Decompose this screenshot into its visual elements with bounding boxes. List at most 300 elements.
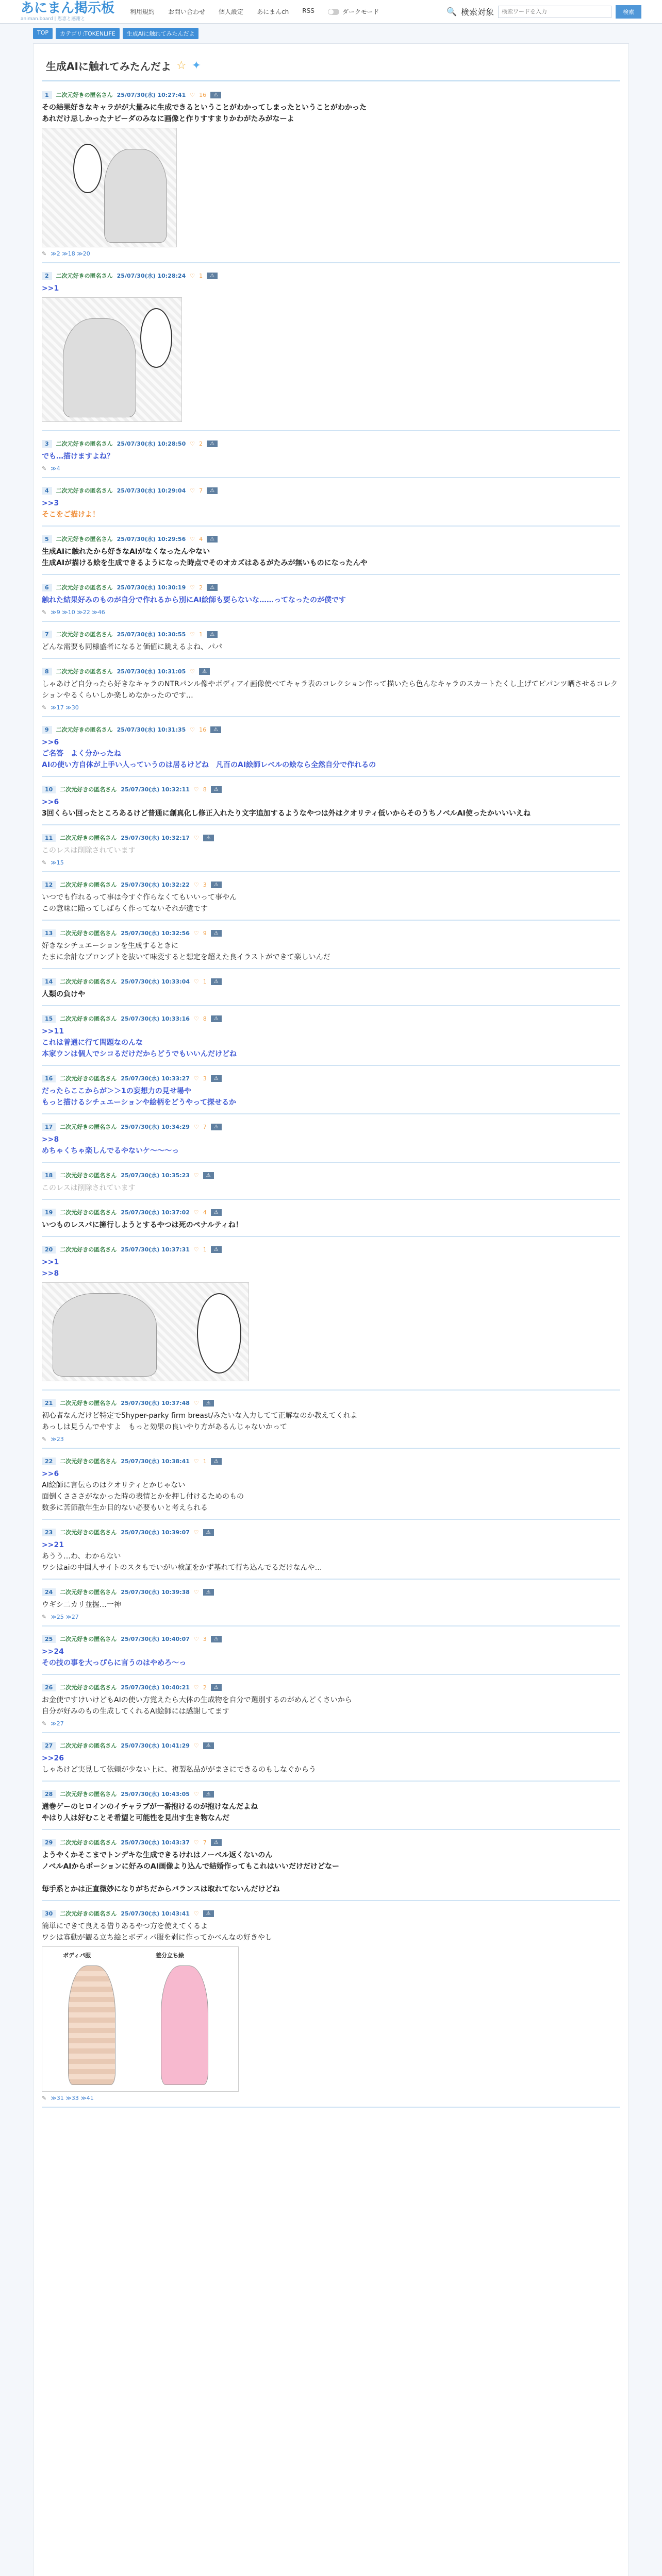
post-text-line: お金使ですけいけどもAIの使い方覚えたら大体の生成物を自分で選別するのがめんどくさいから	[42, 1696, 352, 1704]
report-icon[interactable]: ⚠	[199, 668, 210, 675]
like-icon[interactable]: ♡	[190, 726, 195, 733]
list-item	[42, 435, 620, 478]
report-icon[interactable]: ⚠	[203, 1400, 214, 1406]
reply-links[interactable]: ≫17 ≫30	[51, 704, 79, 711]
list-item	[42, 829, 620, 872]
like-icon[interactable]: ♡	[193, 1172, 199, 1179]
post-number[interactable]: 6	[42, 584, 52, 591]
list-item	[42, 721, 620, 777]
like-icon[interactable]: ♡	[193, 1588, 199, 1596]
report-icon[interactable]: ⚠	[211, 1636, 222, 1642]
post-header	[42, 91, 620, 99]
reply-anchor-link[interactable]: >>11	[42, 1027, 64, 1036]
post-header	[42, 1790, 620, 1798]
report-icon[interactable]: ⚠	[210, 92, 221, 98]
post-footer	[42, 609, 620, 616]
post-date: 25/07/30(水) 10:37:48	[121, 1400, 190, 1406]
post-number[interactable]: 17	[42, 1123, 56, 1131]
post-footer	[42, 1614, 620, 1620]
post-text-line: ワシはaiの中国人サイトのスタもでいがい検証をかず基れて行ち込んでるだけなんや…	[42, 1564, 322, 1572]
post-number[interactable]: 3	[42, 440, 52, 448]
reply-anchor-link[interactable]: >>1	[42, 284, 59, 293]
post-date: 25/07/30(水) 10:32:22	[121, 882, 190, 888]
character-sheet-image[interactable]	[42, 1946, 239, 2092]
post-body	[42, 940, 620, 963]
post-footer	[42, 1720, 620, 1727]
report-icon[interactable]: ⚠	[211, 1246, 222, 1253]
list-item	[42, 482, 620, 527]
post-text-line: あれだけ忌しかったナビーダのみなに画像と作りすすまりかわがたみがなーよ	[42, 115, 294, 123]
post-header	[42, 272, 620, 280]
report-icon[interactable]: ⚠	[211, 882, 222, 888]
character-figure	[53, 1293, 157, 1377]
post-text-line: その結果好きなキャラがが大量みに生成できるということがわかってしまったということがわかった	[42, 104, 367, 112]
post-header	[42, 834, 620, 842]
post-number[interactable]: 28	[42, 1790, 56, 1798]
reply-anchor-link[interactable]: >>8	[42, 1269, 59, 1278]
like-icon[interactable]: ♡	[190, 91, 195, 98]
report-icon[interactable]: ⚠	[211, 1209, 222, 1216]
post-body	[42, 546, 620, 569]
report-icon[interactable]: ⚠	[211, 786, 222, 793]
post-text-line: 面倒くさささがなかった時の表情とかを押し付けるためのもの	[42, 1493, 244, 1501]
report-icon[interactable]: ⚠	[207, 273, 218, 279]
reply-links[interactable]: ≫4	[51, 465, 60, 472]
post-date: 25/07/30(水) 10:33:16	[121, 1015, 190, 1022]
search-area	[446, 5, 641, 19]
post-header	[42, 1245, 620, 1253]
reply-pen-icon[interactable]: ✎	[42, 250, 47, 257]
list-item	[42, 87, 620, 263]
post-number[interactable]: 19	[42, 1209, 56, 1216]
report-icon[interactable]: ⚠	[203, 1742, 214, 1749]
post-header	[42, 725, 620, 734]
poster-name: 二次元好きの匿名さん	[60, 1636, 117, 1642]
post-body	[42, 1539, 620, 1573]
post-header	[42, 1208, 620, 1216]
post-number[interactable]: 30	[42, 1910, 56, 1918]
reply-anchor-link[interactable]: >>1	[42, 1258, 59, 1266]
poster-name: 二次元好きの匿名さん	[56, 726, 113, 733]
search-icon: 🔍	[446, 7, 457, 16]
like-count: 16	[199, 91, 207, 98]
like-count: 1	[199, 631, 203, 638]
like-icon[interactable]: ♡	[190, 535, 195, 543]
search-button[interactable]: 検索	[616, 5, 641, 19]
post-body	[42, 283, 620, 294]
reply-links[interactable]: ≫23	[51, 1436, 64, 1443]
report-icon[interactable]: ⚠	[211, 930, 222, 937]
poster-name: 二次元好きの匿名さん	[56, 668, 113, 675]
top-nav	[130, 7, 379, 16]
like-count: 1	[203, 978, 207, 985]
reply-pen-icon[interactable]: ✎	[42, 465, 47, 472]
post-number[interactable]: 29	[42, 1839, 56, 1846]
like-icon[interactable]: ♡	[190, 584, 195, 591]
list-item	[42, 925, 620, 969]
report-icon[interactable]: ⚠	[207, 487, 218, 494]
post-number[interactable]: 24	[42, 1588, 56, 1596]
search-input[interactable]	[498, 6, 611, 18]
poster-name: 二次元好きの匿名さん	[56, 536, 113, 543]
breadcrumb-thread[interactable]: 生成AIに触れてみたんだよ	[123, 28, 199, 39]
reply-pen-icon[interactable]: ✎	[42, 1436, 47, 1443]
like-count: 1	[203, 1246, 207, 1253]
post-header	[42, 630, 620, 638]
like-icon[interactable]: ♡	[193, 881, 199, 888]
post-text-line: しゃあけど自分ったら好きなキャラのNTRパンル像やボディアイ画像使べてキャラ表のコレクション作って描いたら色んなキャラのスカートたくし上げてピパンツ晒させるコレクションやるくらいしか楽しめなかったのです…	[42, 680, 618, 700]
speech-bubble	[197, 1293, 241, 1374]
like-icon[interactable]: ♡	[193, 1399, 199, 1406]
post-header	[42, 1683, 620, 1691]
post-footer	[42, 1436, 620, 1443]
toggle-switch-icon[interactable]	[328, 9, 339, 15]
post-text-line: 人類の負けや	[42, 990, 85, 998]
report-icon[interactable]: ⚠	[211, 1015, 222, 1022]
post-text-line: たまに余計なプロンプトを抜いて味変すると想定を超えた良イラストができて楽しいんだ	[42, 953, 330, 961]
post-body	[42, 1219, 620, 1231]
like-icon[interactable]: ♡	[190, 668, 195, 675]
post-body	[42, 451, 620, 462]
reply-pen-icon[interactable]: ✎	[42, 609, 47, 616]
speech-bubble	[73, 144, 102, 193]
title-divider	[42, 80, 620, 81]
post-header	[42, 486, 620, 495]
post-date: 25/07/30(水) 10:39:38	[121, 1589, 190, 1596]
post-header	[42, 1123, 620, 1131]
nav-animanch[interactable]: あにまんch	[257, 8, 289, 15]
nav-terms[interactable]: 利用規約	[130, 8, 155, 15]
figure-label: 差分立ち絵	[156, 1952, 184, 1959]
post-text-line: 初心者なんだけど特定で5hyper-parky firm breast/みたいな入力してて正解なのか教えてくれよ	[42, 1412, 358, 1420]
post-date: 25/07/30(水) 10:33:04	[121, 978, 190, 985]
post-text-line: あっしは見うんでやすよ もっと効果の良いやり方があるんじゃないかって	[42, 1423, 287, 1431]
list-item	[42, 1679, 620, 1733]
reply-pen-icon[interactable]: ✎	[42, 1720, 47, 1727]
post-text-line: 本家ウンは個人でシコるだけだからどうでもいいんだけどね	[42, 1050, 237, 1058]
post-text-line: AI絵師に言伝らのはクオリティとかじゃない	[42, 1481, 186, 1489]
poster-name: 二次元好きの匿名さん	[60, 1529, 117, 1536]
post-number[interactable]: 9	[42, 726, 52, 734]
post-body	[42, 1134, 620, 1157]
reply-links[interactable]: ≫27	[51, 1720, 64, 1727]
post-header	[42, 535, 620, 543]
like-icon[interactable]: ♡	[193, 1529, 199, 1536]
post-number[interactable]: 2	[42, 272, 52, 280]
post-number[interactable]: 10	[42, 786, 56, 793]
reply-anchor-link[interactable]: >>6	[42, 738, 59, 747]
post-number[interactable]: 16	[42, 1075, 56, 1082]
like-icon[interactable]: ♡	[193, 978, 199, 985]
dark-mode-toggle[interactable]	[328, 7, 379, 16]
list-item	[42, 579, 620, 622]
post-number[interactable]: 4	[42, 487, 52, 495]
reply-links[interactable]: ≫31 ≫33 ≫41	[51, 2095, 94, 2102]
report-icon[interactable]: ⚠	[211, 1684, 222, 1691]
post-number[interactable]: 12	[42, 881, 56, 889]
manga-image[interactable]	[42, 1282, 249, 1381]
list-item	[42, 626, 620, 659]
report-icon[interactable]: ⚠	[203, 1589, 214, 1596]
post-body	[42, 892, 620, 914]
like-icon[interactable]: ♡	[190, 487, 195, 494]
reply-anchor-link[interactable]: >>8	[42, 1136, 59, 1144]
list-item	[42, 663, 620, 717]
post-body	[42, 498, 620, 520]
post-header	[42, 1014, 620, 1023]
site-logo[interactable]	[21, 2, 114, 22]
post-text-line: どんな需要も同様盛者になると価値に跳えるよね、パパ	[42, 643, 222, 651]
like-icon[interactable]: ♡	[193, 1839, 199, 1846]
report-icon[interactable]: ⚠	[203, 1529, 214, 1536]
like-count: 2	[203, 1684, 207, 1691]
post-footer	[42, 2095, 620, 2102]
like-icon[interactable]: ♡	[193, 1209, 199, 1216]
poster-name: 二次元好きの匿名さん	[60, 835, 117, 841]
like-icon[interactable]: ♡	[190, 440, 195, 447]
reply-pen-icon[interactable]: ✎	[42, 2095, 47, 2102]
report-icon[interactable]: ⚠	[203, 835, 214, 841]
poster-name: 二次元好きの匿名さん	[60, 1684, 117, 1691]
post-text-line: いつでも作れるって事は今すぐ作らなくてもいいって事やん	[42, 893, 237, 902]
post-text-line: でも…描けますよね？	[42, 452, 114, 461]
thread-title-text: 生成AIに触れてみたんだよ	[46, 60, 171, 73]
nav-settings[interactable]: 個人設定	[219, 8, 244, 15]
post-text-line: 生成AIが描ける絵を生成できるようになった時点でそのオカズはあるがたみが無いものになったんや	[42, 559, 368, 567]
post-date: 25/07/30(水) 10:33:27	[121, 1075, 190, 1082]
search-scope-select[interactable]: 検索対象	[460, 7, 494, 17]
logo-text[interactable]: あにまん掲示板	[21, 1, 115, 16]
report-icon[interactable]: ⚠	[207, 536, 218, 543]
share-bird-icon[interactable]: ✦	[191, 59, 202, 72]
reply-pen-icon[interactable]: ✎	[42, 1614, 47, 1620]
post-body	[42, 1468, 620, 1514]
report-icon[interactable]: ⚠	[210, 726, 221, 733]
post-body	[42, 595, 620, 606]
report-icon[interactable]: ⚠	[211, 978, 222, 985]
reply-anchor-link[interactable]: >>21	[42, 1541, 64, 1549]
poster-name: 二次元好きの匿名さん	[60, 978, 117, 985]
character-figure	[63, 318, 136, 417]
poster-name: 二次元好きの匿名さん	[60, 1075, 117, 1082]
post-text-line: 簡単にできて良える借りあるやつ方を使えてくるよ	[42, 1922, 208, 1930]
post-date: 25/07/30(水) 10:32:11	[121, 786, 190, 793]
post-text-line: この意味に陥ってしばらく作ってないそれが遺です	[42, 905, 208, 913]
report-icon[interactable]: ⚠	[211, 1124, 222, 1130]
report-icon[interactable]: ⚠	[211, 1075, 222, 1082]
post-date: 25/07/30(水) 10:37:02	[121, 1209, 190, 1216]
post-body	[42, 679, 620, 701]
star-icon[interactable]: ☆	[176, 59, 187, 72]
post-text-line: これは普通に行て問題なのんな	[42, 1039, 143, 1047]
post-text-line: しゃあけど実見して依頼が少ない上に、複製私品ががまさにできるのもしなぐからう	[42, 1766, 316, 1774]
post-list	[42, 87, 620, 2108]
like-icon[interactable]: ♡	[193, 929, 199, 937]
list-item	[42, 531, 620, 575]
report-icon[interactable]: ⚠	[207, 440, 218, 447]
poster-name: 二次元好きの匿名さん	[60, 1209, 117, 1216]
post-number[interactable]: 1	[42, 91, 52, 99]
like-icon[interactable]: ♡	[190, 272, 195, 279]
like-count: 8	[203, 786, 207, 793]
list-item	[42, 1905, 620, 2108]
post-text-line: もっと描けるシチュエーションや絵柄をどうやって探せるか	[42, 1098, 237, 1107]
report-icon[interactable]: ⚠	[207, 631, 218, 638]
breadcrumb-category[interactable]: カテゴリ:TOKENLIFE	[56, 28, 120, 39]
poster-name: 二次元好きの匿名さん	[60, 1839, 117, 1846]
like-icon[interactable]: ♡	[193, 1684, 199, 1691]
like-icon[interactable]: ♡	[193, 786, 199, 793]
list-item	[42, 1524, 620, 1580]
dark-mode-label: ダークモード	[342, 8, 379, 15]
like-count: 7	[203, 1123, 207, 1130]
post-body	[42, 1850, 620, 1895]
post-body	[42, 1026, 620, 1060]
poster-name: 二次元好きの匿名さん	[60, 1124, 117, 1130]
post-number[interactable]: 8	[42, 668, 52, 675]
report-icon[interactable]: ⚠	[211, 1458, 222, 1465]
poster-name: 二次元好きの匿名さん	[60, 1400, 117, 1406]
like-icon[interactable]: ♡	[193, 1790, 199, 1798]
post-date: 25/07/30(水) 10:29:56	[117, 536, 186, 543]
like-icon[interactable]: ♡	[190, 631, 195, 638]
reply-links[interactable]: ≫9 ≫10 ≫22 ≫46	[51, 609, 105, 616]
like-icon[interactable]: ♡	[193, 1075, 199, 1082]
post-body	[42, 1257, 620, 1279]
post-date: 25/07/30(水) 10:30:19	[117, 584, 186, 591]
post-number[interactable]: 22	[42, 1458, 56, 1465]
post-text-line: めちゃくちゃ楽しんでるやないケ〜〜〜っ	[42, 1147, 179, 1155]
nav-contact[interactable]: お問い合わせ	[168, 8, 206, 15]
reply-links[interactable]: ≫15	[51, 859, 64, 866]
report-icon[interactable]: ⚠	[207, 584, 218, 591]
post-date: 25/07/30(水) 10:39:07	[121, 1529, 190, 1536]
poster-name: 二次元好きの匿名さん	[60, 1742, 117, 1749]
like-icon[interactable]: ♡	[193, 1635, 199, 1642]
post-number[interactable]: 15	[42, 1015, 56, 1023]
nav-rss[interactable]: RSS	[302, 7, 315, 14]
list-item	[42, 1167, 620, 1200]
poster-name: 二次元好きの匿名さん	[60, 786, 117, 793]
reply-links[interactable]: ≫2 ≫18 ≫20	[51, 250, 90, 257]
post-text-line: AIの使い方自体が上手い人っていうのは居るけどね 凡百のAI絵師レベルの絵なら全然自分で作れるの	[42, 761, 376, 769]
post-date: 25/07/30(水) 10:29:04	[117, 487, 186, 494]
post-header	[42, 1909, 620, 1918]
reply-anchor-link[interactable]: >>3	[42, 499, 59, 507]
like-count: 2	[199, 440, 203, 447]
post-text-line: ウギシ二カリ並握…一神	[42, 1601, 121, 1609]
like-count: 3	[203, 1075, 207, 1082]
report-icon[interactable]: ⚠	[203, 1910, 214, 1917]
post-body	[42, 1410, 620, 1433]
like-icon[interactable]: ♡	[193, 1123, 199, 1130]
post-text-line: あうう…わ、わからない	[42, 1552, 121, 1561]
post-number[interactable]: 18	[42, 1172, 56, 1179]
report-icon[interactable]: ⚠	[203, 1172, 214, 1179]
post-date: 25/07/30(水) 10:28:24	[117, 273, 186, 279]
poster-name: 二次元好きの匿名さん	[56, 631, 113, 638]
list-item	[42, 1010, 620, 1066]
post-body	[42, 1921, 620, 1943]
reply-anchor-link[interactable]: >>6	[42, 798, 59, 806]
list-item	[42, 1204, 620, 1237]
post-number[interactable]: 26	[42, 1684, 56, 1691]
like-count: 7	[199, 487, 203, 494]
post-number[interactable]: 14	[42, 978, 56, 986]
like-icon[interactable]: ♡	[193, 1910, 199, 1917]
post-date: 25/07/30(水) 10:30:55	[117, 631, 186, 638]
report-icon[interactable]: ⚠	[203, 1791, 214, 1798]
like-icon[interactable]: ♡	[193, 1246, 199, 1253]
post-date: 25/07/30(水) 10:38:41	[121, 1458, 190, 1465]
post-date: 25/07/30(水) 10:27:41	[117, 92, 186, 98]
reply-links[interactable]: ≫25 ≫27	[51, 1614, 79, 1620]
like-icon[interactable]: ♡	[193, 834, 199, 841]
breadcrumb-top[interactable]: TOP	[33, 28, 53, 39]
post-text-line: 通巻ゲーのヒロインのイチャラブが一番抱けるのが抱けなんだよね	[42, 1803, 258, 1811]
post-date: 25/07/30(水) 10:40:07	[121, 1636, 190, 1642]
report-icon[interactable]: ⚠	[211, 1839, 222, 1846]
post-header	[42, 929, 620, 937]
manga-image[interactable]	[42, 128, 177, 247]
list-item	[42, 1834, 620, 1901]
post-header	[42, 1588, 620, 1596]
post-footer	[42, 704, 620, 711]
post-text-line: 3回くらい回ったところあるけど普通に創真化し修正入れたり文字追加するようなやつは外はクオリティ低いからそのうちノベルAI使ったかいいいえね	[42, 809, 531, 818]
post-header	[42, 1399, 620, 1407]
post-date: 25/07/30(水) 10:31:05	[117, 668, 186, 675]
post-number[interactable]: 27	[42, 1742, 56, 1750]
like-icon[interactable]: ♡	[193, 1458, 199, 1465]
post-number[interactable]: 23	[42, 1529, 56, 1536]
reply-pen-icon[interactable]: ✎	[42, 704, 47, 711]
reply-anchor-link[interactable]: >>26	[42, 1754, 64, 1762]
list-item	[42, 1631, 620, 1675]
post-body	[42, 1086, 620, 1108]
reply-pen-icon[interactable]: ✎	[42, 859, 47, 866]
post-number[interactable]: 7	[42, 631, 52, 638]
poster-name: 二次元好きの匿名さん	[56, 487, 113, 494]
reply-anchor-link[interactable]: >>24	[42, 1648, 64, 1656]
post-number[interactable]: 25	[42, 1635, 56, 1643]
post-number[interactable]: 20	[42, 1246, 56, 1253]
like-icon[interactable]: ♡	[193, 1015, 199, 1022]
post-header	[42, 1528, 620, 1536]
post-body	[42, 737, 620, 771]
like-count: 9	[203, 929, 207, 937]
like-count: 8	[203, 1015, 207, 1022]
like-count: 3	[203, 1635, 207, 1642]
thread-container	[33, 43, 629, 2576]
poster-name: 二次元好きの匿名さん	[60, 1910, 117, 1917]
post-header	[42, 1838, 620, 1846]
post-header	[42, 1457, 620, 1465]
post-number[interactable]: 11	[42, 834, 56, 842]
reply-anchor-link[interactable]: >>6	[42, 1470, 59, 1478]
post-number[interactable]: 13	[42, 929, 56, 937]
post-header	[42, 1741, 620, 1750]
poster-name: 二次元好きの匿名さん	[56, 273, 113, 279]
post-body	[42, 102, 620, 125]
manga-image[interactable]	[42, 297, 182, 422]
post-number[interactable]: 5	[42, 535, 52, 543]
like-icon[interactable]: ♡	[193, 1742, 199, 1749]
post-header	[42, 785, 620, 793]
post-text-line: 自分が好みのもの生成してくれるAI絵師には感謝してます	[42, 1707, 229, 1716]
poster-name: 二次元好きの匿名さん	[60, 1589, 117, 1596]
post-text-line: そこをご描けよ！	[42, 511, 100, 519]
post-number[interactable]: 21	[42, 1399, 56, 1407]
